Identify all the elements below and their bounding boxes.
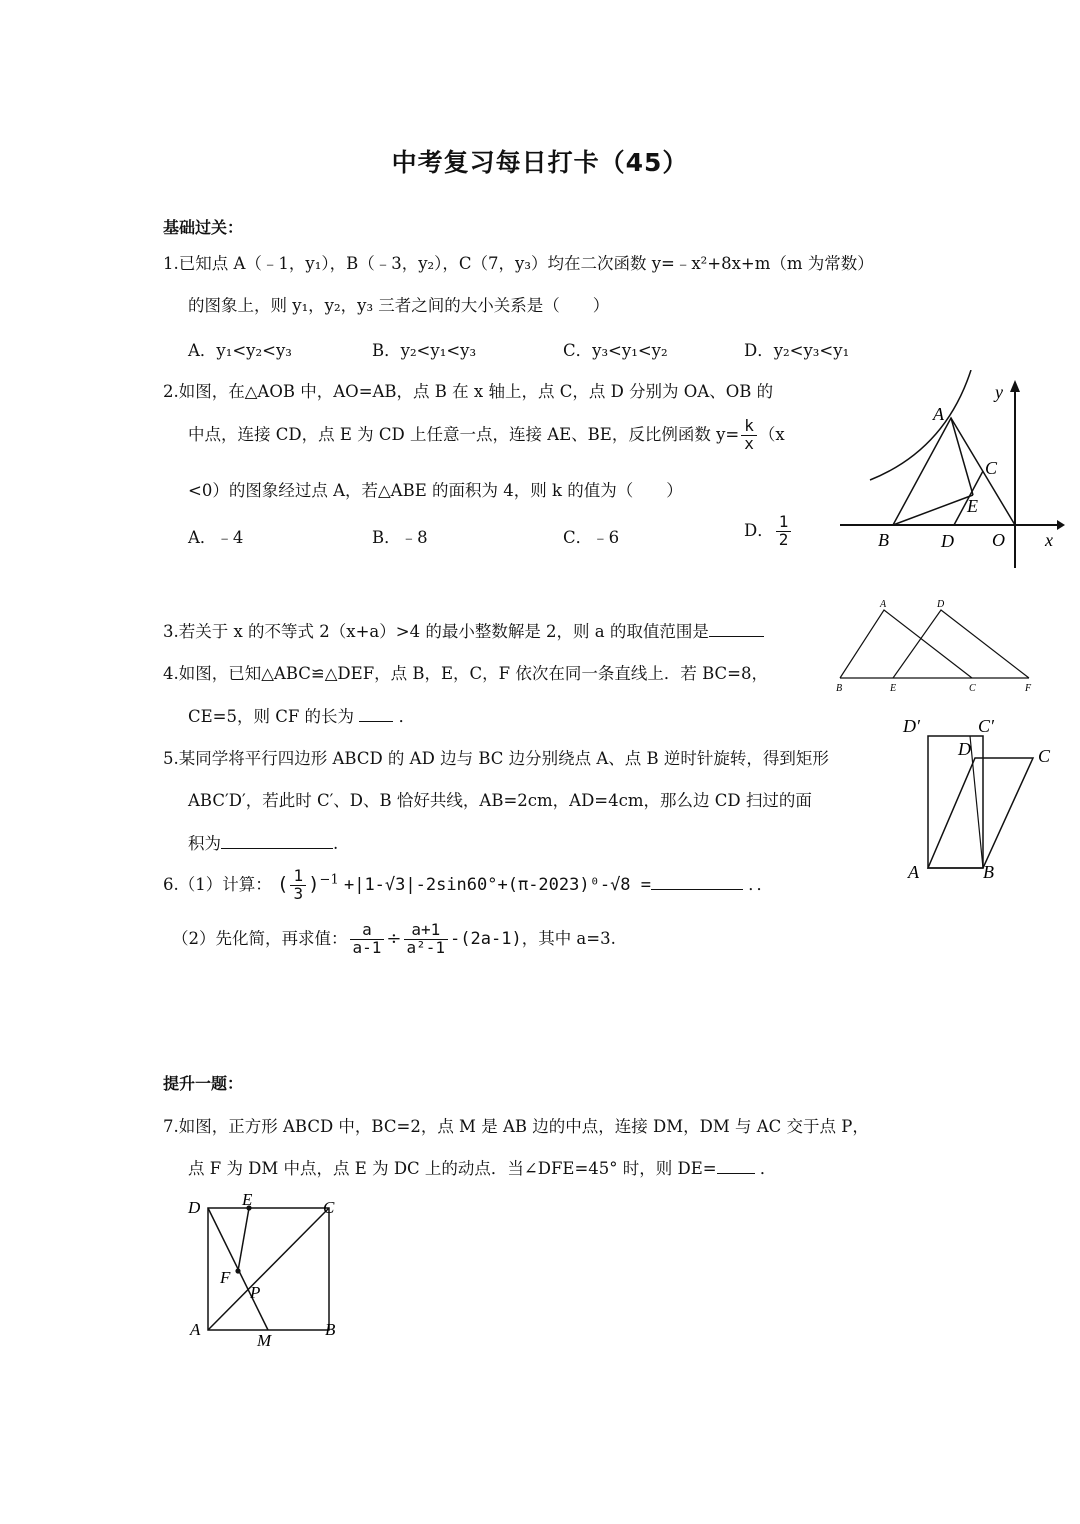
q2-segment-ae xyxy=(951,418,973,495)
q7-label-b: B xyxy=(325,1320,336,1339)
q7-point-f xyxy=(235,1268,240,1273)
q4-line2-post: ． xyxy=(398,707,416,726)
q7-label-a: A xyxy=(190,1320,201,1339)
q6-expression: +|1-√3|-2sin60°+(π-2023)⁰-√8 = xyxy=(343,874,652,895)
q6-part1-label: 6.（1）计算： xyxy=(163,874,272,894)
q5-label-cprime: C′ xyxy=(978,716,994,736)
q5-parallelogram xyxy=(928,758,1033,868)
q2-label-a: A xyxy=(933,404,944,424)
q2-option-d xyxy=(744,514,793,549)
q2-segment-be xyxy=(893,495,973,525)
q1-option-d: D．y₂<y₃<y₁ xyxy=(744,341,850,360)
q6-exponent: −1 xyxy=(319,872,339,888)
q2-option-d-fraction xyxy=(776,514,792,549)
q2-label-c: C xyxy=(985,458,998,478)
q1-option-a: A．y₁<y₂<y₃ xyxy=(188,341,292,360)
q2-fraction-k-over-x xyxy=(741,418,757,453)
q6-frac-den: 3 xyxy=(293,883,304,903)
q2-figure xyxy=(835,370,1065,575)
q4-line2-text: CE=5，则 CF 的长为 xyxy=(188,707,355,726)
q6-part2 xyxy=(172,922,616,957)
q1-option-c: C．y₃<y₁<y₂ xyxy=(563,341,668,360)
q5-diagonal xyxy=(970,736,983,868)
q4-label-c: C xyxy=(969,683,976,694)
q2-option-d-den: 2 xyxy=(778,529,789,549)
q6-frac-num: 1 xyxy=(290,868,306,886)
q6-p2-f1-den: a-1 xyxy=(352,937,382,957)
q6-divide-sign: ÷ xyxy=(386,927,402,949)
q2-x-arrow-icon xyxy=(1057,520,1065,530)
q7-answer-blank xyxy=(717,1157,755,1175)
q6-part1 xyxy=(163,868,773,903)
q2-label-y: y xyxy=(995,382,1003,402)
q4-label-a: A xyxy=(880,599,887,610)
q2-label-b: B xyxy=(878,530,889,550)
q5-figure xyxy=(898,710,1063,890)
q4-line1: 4.如图，已知△ABC≌△DEF，点 B，E，C，F 依次在同一条直线上．若 BC=8， xyxy=(163,664,768,683)
q7-line2-post: ． xyxy=(759,1159,777,1178)
q4-figure xyxy=(832,598,1044,698)
q6-answer-blank xyxy=(651,872,743,890)
q2-line1: 2.如图，在△AOB 中，AO=AB，点 B 在 x 轴上，点 C，点 D 分别为 OA、OB 的 xyxy=(163,382,774,401)
q2-option-d-prefix: D． xyxy=(744,520,774,540)
q2-frac-den: x xyxy=(744,433,754,453)
q1-option-b: B．y₂<y₁<y₃ xyxy=(372,341,477,360)
q2-label-e: E xyxy=(967,496,978,516)
q3-text: 3.若关于 x 的不等式 2（x+a）>4 的最小整数解是 2，则 a 的取值范围是 xyxy=(163,622,709,641)
q6-p2-f1-num: a xyxy=(350,922,385,940)
q7-line2-text: 点 F 为 DM 中点，点 E 为 DC 上的动点．当∠DFE=45° 时，则 DE= xyxy=(188,1159,717,1178)
q5-line3-post: . xyxy=(333,834,339,853)
q7-label-e: E xyxy=(242,1190,253,1209)
q5-label-dprime: D′ xyxy=(903,716,920,736)
q7-label-f: F xyxy=(220,1268,231,1287)
q7-label-p: P xyxy=(250,1283,261,1302)
q2-line2-post: （x xyxy=(758,424,785,444)
q4-label-b: B xyxy=(836,683,843,694)
q6-fraction-a-over-a-1 xyxy=(350,922,385,957)
q7-line2 xyxy=(188,1155,776,1179)
section-advanced-heading: 提升一题： xyxy=(163,1074,244,1093)
q2-option-a: A．﹣4 xyxy=(188,528,244,547)
q5-line1: 5.某同学将平行四边形 ABCD 的 AD 边与 BC 边分别绕点 A、点 B 逆时针旋转，得到矩形 xyxy=(163,749,829,768)
q4-label-d: D xyxy=(937,599,945,610)
q2-option-b: B．﹣8 xyxy=(372,528,428,547)
q1-line1: 1.已知点 A（﹣1，y₁），B（﹣3，y₂），C（7，y₃）均在二次函数 y=﹣x²+8x+m（m 为常数） xyxy=(163,254,874,273)
q2-line3: <0）的图象经过点 A，若△ABE 的面积为 4，则 k 的值为（ ） xyxy=(188,481,683,500)
q2-line2 xyxy=(188,418,785,453)
q6-part2-label: （2）先化简，再求值： xyxy=(172,928,348,948)
q5-line3 xyxy=(188,830,338,854)
q7-segment-fe xyxy=(238,1208,249,1271)
q5-label-c: C xyxy=(1038,746,1051,766)
q6-fraction-one-third xyxy=(290,868,306,903)
q4-triangle-def xyxy=(893,610,1029,678)
q6-dots: ．． xyxy=(748,874,774,894)
q5-label-d: D xyxy=(958,739,971,759)
q7-figure xyxy=(185,1188,350,1353)
q4-triangle-abc xyxy=(840,610,972,678)
q2-option-d-num: 1 xyxy=(776,514,792,532)
q6-paren-open: ( xyxy=(277,872,289,895)
q6-fraction-a+1-over-a2-1 xyxy=(404,922,449,957)
q5-line2: ABC′D′，若此时 C′、D、B 恰好共线，AB=2cm，AD=4cm，那么边 CD 扫过的面 xyxy=(188,791,812,810)
q3-line xyxy=(163,618,764,642)
q2-label-x: x xyxy=(1045,530,1053,550)
q2-line2-text: 中点，连接 CD，点 E 为 CD 上任意一点，连接 AE、BE，反比例函数 y= xyxy=(188,424,740,444)
q5-label-a: A xyxy=(908,862,919,882)
q7-label-m: M xyxy=(257,1331,272,1350)
q4-answer-blank xyxy=(359,705,393,723)
q5-line3-text: 积为 xyxy=(188,834,221,853)
q6-p2-f2-num: a+1 xyxy=(404,922,449,940)
q2-label-d: D xyxy=(941,531,954,551)
q2-label-o: O xyxy=(992,530,1005,550)
q6-p2-rest: -(2a-1) xyxy=(450,928,522,949)
q7-line1: 7.如图，正方形 ABCD 中，BC=2，点 M 是 AB 边的中点，连接 DM，DM 与 AC 交于点 P， xyxy=(163,1117,869,1136)
q6-p2-f2-den: a²-1 xyxy=(406,937,446,957)
q4-line2 xyxy=(188,703,415,727)
q7-label-c: C xyxy=(323,1198,335,1217)
q4-label-f: F xyxy=(1025,683,1032,694)
q6-part2-post: ，其中 a=3. xyxy=(521,928,616,948)
section-basic-heading: 基础过关： xyxy=(163,218,244,237)
q1-line2: 的图象上，则 y₁，y₂，y₃ 三者之间的大小关系是（ ） xyxy=(188,296,610,315)
q4-label-e: E xyxy=(890,683,897,694)
q5-answer-blank xyxy=(221,832,333,850)
q6-paren-close: ) xyxy=(308,872,320,895)
q2-option-c: C．﹣6 xyxy=(563,528,620,547)
q2-frac-num: k xyxy=(741,418,757,436)
page-title: 中考复习每日打卡（45） xyxy=(391,148,689,177)
q2-y-arrow-icon xyxy=(1010,380,1020,392)
q5-label-b: B xyxy=(983,862,994,882)
q7-label-d: D xyxy=(188,1198,201,1217)
q3-answer-blank xyxy=(709,620,764,638)
